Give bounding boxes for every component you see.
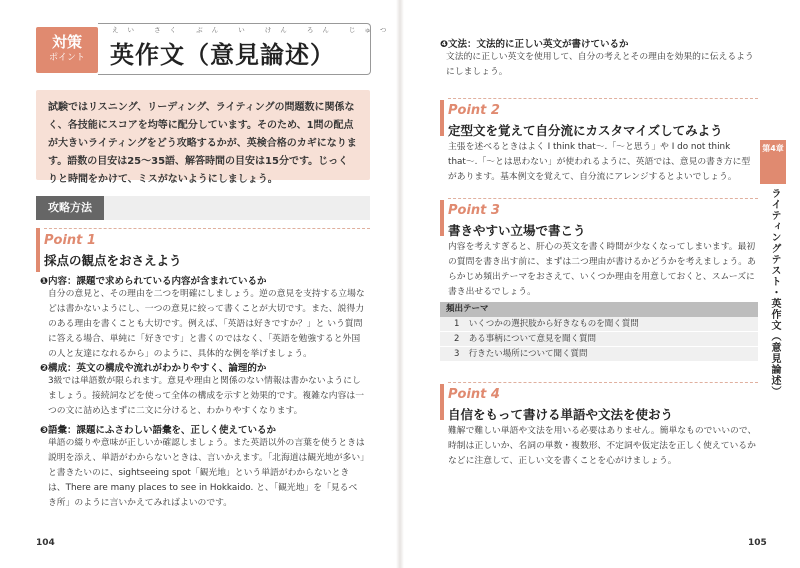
point1-item1-body: 自分の意見と、その理由を二つを明確にしましょう。逆の意見を支持する立場などは書かないようにし、一つの意見に絞って書くことが大切です。また、説得力のある理由を書くことも大切です。例えば、「英語は好きですか？」と いう質問に答える場合、単純に「好きです」と書くのではなく、「英語を勉強すると外国の人と友達になれるから」のように、具体的な例を挙げましょう。 xyxy=(48,289,365,359)
intro-text: 試験ではリスニング、リーディング、ライティングの問題数に関係なく、各技能にスコアを均等に配分しています。そのため、1問の配点が大きいライティングをどう攻略するかが、英検合格のカギになります。語数の目安は25〜35語、解答時間の目安は15分です。じっくりと時間をかけて、ミスがないようにしましょう。 xyxy=(48,102,357,185)
point4-label: Point 4 xyxy=(448,382,758,402)
freq-row: 3 行きたい場所について聞く質問 xyxy=(440,347,758,362)
title-box xyxy=(98,23,396,75)
point1-item2-body: 3級では単語数が限られます。意見や理由と関係のない情報は書かないようにしましょう。接続詞などを使って全体の構成を示すと効果的です。複雑な内容は一つの文に詰め込まずに二文に分けると、わかりやすくなります。 xyxy=(48,376,364,416)
point3-label: Point 3 xyxy=(448,198,758,218)
point3-title: 書きやすい立場で書こう xyxy=(448,223,586,238)
freq-title: 頻出テーマ xyxy=(440,302,758,317)
item4-head: ❹文法：文法的に正しい英文が書けているか xyxy=(440,39,629,50)
point4-title: 自信をもって書ける単語や文法を使おう xyxy=(448,407,674,422)
page-title: 英作文（意見論述） xyxy=(110,41,335,69)
chapter-tab: 第4章 xyxy=(760,140,786,184)
point1-label: Point 1 xyxy=(44,228,370,248)
badge-line2: ポイント xyxy=(48,53,85,63)
point2-bar xyxy=(440,100,444,136)
point4-bar xyxy=(440,384,444,420)
intro-box xyxy=(36,90,370,185)
taisaku-badge xyxy=(36,27,98,73)
frequent-themes-table xyxy=(440,302,758,362)
badge-line1: 対策 xyxy=(51,33,82,51)
point1-item2-head: ❷構成：英文の構成や流れがわかりやすく、論理的か xyxy=(40,363,267,374)
point4-body: 難解で難しい単語や文法を用いる必要はありません。簡単なものでいいので、時制は正しいか、名詞の単数・複数形、不定詞や仮定法を正しく使えているかなどに注意して、正しい文を書くことを心がけましょう。 xyxy=(448,426,757,466)
point1-item3-body: 単語の綴りや意味が正しいか確認しましょう。また英語以外の言葉を使うときは説明を添え、単語がわからないときは、言いかえます。「北海道は観光地が多い」と書きたいのに、sightseeing spot「観光地」という単語がわからないときは、There are many places to see in Hokkaido. と、「観光地」を「見るべき所」のように言いかえてみればよいのです。 xyxy=(48,438,365,508)
title-ruby: えい さく ぶん い けん ろん じゅつ xyxy=(112,26,396,34)
freq-row: 1 いくつかの選択肢から好きなものを聞く質問 xyxy=(440,317,758,332)
point2-title: 定型文を覚えて自分流にカスタマイズしてみよう xyxy=(448,123,723,138)
point2-body: 主張を述べるときはよく I think that〜.「〜と思う」や I do not think that〜.「〜とは思わない」が使われるように、英語では、意見の書き方に型があります。基本例文を覚えて、自分流にアレンジするとよいでしょう。 xyxy=(448,142,751,182)
point1-item1-head: ❶内容：課題で求められている内容が含まれているか xyxy=(40,276,267,287)
chapter-side-title: ライティングテスト・英作文（意見論述） xyxy=(769,188,780,397)
point1-item3-head: ❸語彙：課題にふさわしい語彙を、正しく使えているか xyxy=(40,425,277,436)
item4-body: 文法的に正しい英文を使用して、自分の考えとその理由を効果的に伝えるようにしましょう。 xyxy=(446,52,754,77)
point2-label: Point 2 xyxy=(448,98,758,118)
page-number-left: 104 xyxy=(36,538,55,548)
freq-row: 2 ある事柄について意見を聞く質問 xyxy=(440,332,758,347)
section-header xyxy=(36,196,370,220)
point1-title: 採点の観点をおさえよう xyxy=(44,253,182,268)
point3-body: 内容を考えすぎると、肝心の英文を書く時間が少なくなってしまいます。最初の質問を書き出す前に、まずは二つ理由が書けるかどうかを考えましょう。あらかじめ頻出テーマをおさえて、いくつか理由を用意しておくと、スムーズに書き出せるでしょう。 xyxy=(448,242,756,297)
section-title: 攻略方法 xyxy=(36,196,104,220)
page-number-right: 105 xyxy=(748,538,767,548)
point1-bar xyxy=(36,228,40,272)
point3-bar xyxy=(440,200,444,236)
